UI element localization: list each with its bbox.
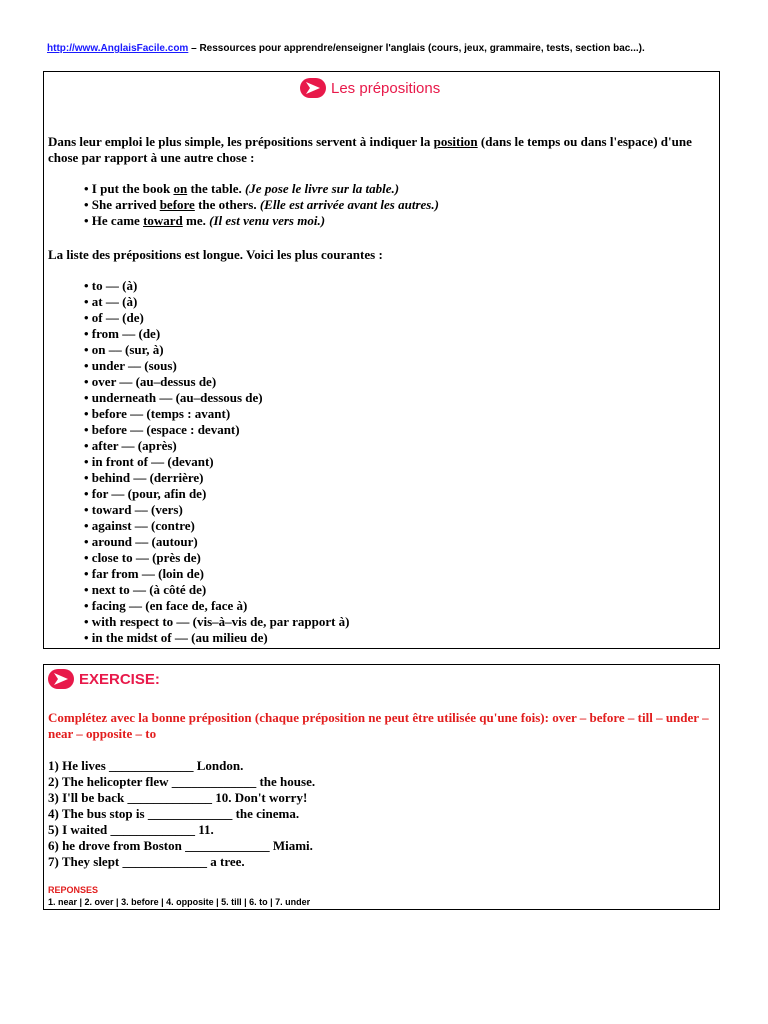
list-item: • on –– (sur, à) (84, 342, 164, 357)
list-item: • behind –– (derrière) (84, 470, 204, 485)
question-item: 5) I waited _____________ 11. (48, 822, 214, 837)
list-item: • in front of –– (devant) (84, 454, 214, 469)
list-item: • with respect to –– (vis–à–vis de, par rapport à) (84, 614, 350, 629)
list-item: • facing –– (en face de, face à) (84, 598, 248, 613)
arrow-right-icon (48, 669, 74, 689)
intro-text: Dans leur emploi le plus simple, les prépositions servent à indiquer la (48, 134, 434, 149)
question-item: 3) I'll be back _____________ 10. Don't worry! (48, 790, 308, 805)
list-item: • in the midst of –– (au milieu de) (84, 630, 268, 645)
example-text: the table. (187, 181, 245, 196)
exercise-title-text: EXERCISE: (79, 670, 160, 688)
example-keyword: before (159, 197, 195, 212)
question-item: 7) They slept _____________ a tree. (48, 854, 245, 869)
example-text: • He came (84, 213, 144, 228)
responses-label: REPONSES (48, 885, 99, 895)
example-list (84, 181, 439, 229)
answer-key: 1. near | 2. over | 3. before | 4. opposite | 5. till | 6. to | 7. under (48, 897, 311, 907)
list-item: • of –– (de) (84, 310, 144, 325)
lesson-intro (48, 134, 718, 166)
example-keyword: on (173, 181, 188, 196)
example-text: me. (182, 213, 210, 228)
list-item: • before –– (espace : devant) (84, 422, 240, 437)
list-item: • from –– (de) (84, 326, 161, 341)
example-text: the others. (194, 197, 260, 212)
list-item: • under –– (sous) (84, 358, 177, 373)
example-item (84, 213, 439, 229)
question-item: 1) He lives _____________ London. (48, 758, 244, 773)
header-tagline: – Ressources pour apprendre/enseigner l'anglais (cours, jeux, grammaire, tests, section bac...). (188, 43, 645, 54)
example-translation: (Il est venu vers moi.) (209, 213, 326, 228)
question-item: 4) The bus stop is _____________ the cinema. (48, 806, 300, 821)
list-item: • next to –– (à côté de) (84, 582, 207, 597)
list-item: • after –– (après) (84, 438, 177, 453)
list-intro: La liste des prépositions est longue. Voici les plus courantes : (48, 247, 383, 262)
example-item (84, 181, 439, 197)
lesson-box (43, 71, 720, 649)
example-translation: (Je pose le livre sur la table.) (244, 181, 400, 196)
list-item: • before –– (temps : avant) (84, 406, 231, 421)
question-item: 6) he drove from Boston _____________ Miami. (48, 838, 313, 853)
site-link[interactable]: http://www.AnglaisFacile.com (47, 43, 189, 54)
arrow-right-icon (300, 78, 326, 98)
intro-text: (dans le temps ou dans l'espace) d'une chose par rapport à une autre chose : (48, 134, 692, 165)
list-item: • far from –– (loin de) (84, 566, 204, 581)
list-item: • to –– (à) (84, 278, 138, 293)
list-item: • around –– (autour) (84, 534, 198, 549)
list-item: • at –– (à) (84, 294, 138, 309)
list-item: • close to –– (près de) (84, 550, 201, 565)
lesson-title (300, 78, 440, 98)
example-keyword: toward (143, 213, 183, 228)
example-text: • She arrived (84, 197, 160, 212)
exercise-box (43, 664, 720, 910)
question-list (48, 758, 315, 870)
intro-keyword: position (433, 134, 478, 149)
example-translation: (Elle est arrivée avant les autres.) (259, 197, 439, 212)
list-item: • underneath –– (au–dessous de) (84, 390, 263, 405)
exercise-instructions: Complétez avec la bonne préposition (chaque préposition ne peut être utilisée qu'une fois): over – before – till – under – near – opposite – to (48, 710, 709, 741)
lesson-title-text: Les prépositions (331, 79, 441, 97)
list-item: • against –– (contre) (84, 518, 195, 533)
example-text: • I put the book (84, 181, 174, 196)
page-header (47, 43, 645, 54)
list-item: • over –– (au–dessus de) (84, 374, 217, 389)
exercise-title (48, 669, 160, 689)
example-item (84, 197, 439, 213)
list-item: • toward –– (vers) (84, 502, 183, 517)
list-item: • for –– (pour, afin de) (84, 486, 207, 501)
question-item: 2) The helicopter flew _____________ the house. (48, 774, 316, 789)
preposition-list (84, 278, 350, 646)
